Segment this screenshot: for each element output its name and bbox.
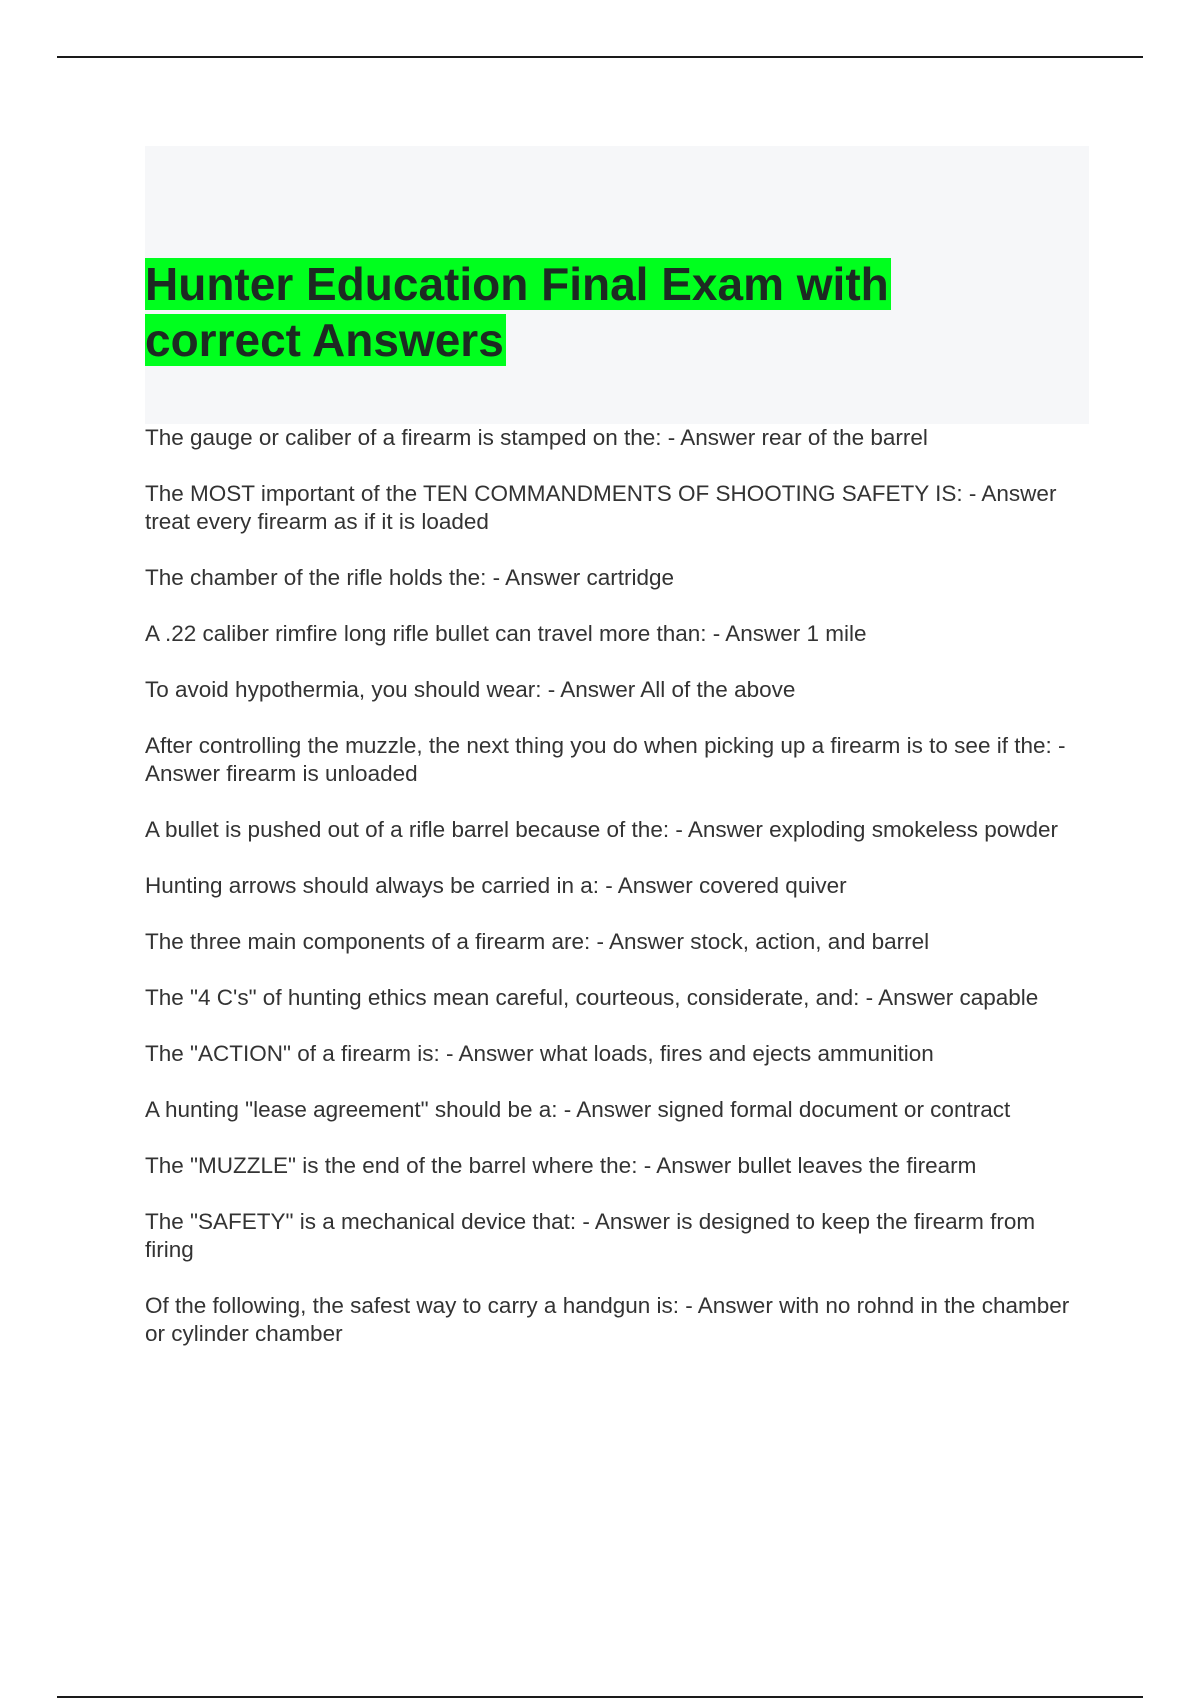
- qa-item-3: The chamber of the rifle holds the: - Answer cartridge: [145, 565, 675, 590]
- title-highlight: Hunter Education Final Exam with correct Answers: [145, 258, 889, 366]
- qa-item-6: After controlling the muzzle, the next thing you do when picking up a firearm is to see if the: - Answer firearm is unloaded: [145, 733, 1066, 786]
- qa-item-4: A .22 caliber rimfire long rifle bullet can travel more than: - Answer 1 mile: [145, 621, 867, 646]
- qa-item-13: The "MUZZLE" is the end of the barrel where the: - Answer bullet leaves the firearm: [145, 1153, 977, 1178]
- top-rule: [57, 56, 1143, 58]
- qa-item-15: Of the following, the safest way to carry a handgun is: - Answer with no rohnd in the chamber or cylinder chamber: [145, 1293, 1070, 1346]
- qa-item-9: The three main components of a firearm are: - Answer stock, action, and barrel: [145, 929, 930, 954]
- qa-item-7: A bullet is pushed out of a rifle barrel because of the: - Answer exploding smokeless powder: [145, 817, 1059, 842]
- bottom-rule: [57, 1696, 1143, 1698]
- question-answer-list: [145, 424, 1090, 1376]
- qa-item-10: The "4 C's" of hunting ethics mean careful, courteous, considerate, and: - Answer capable: [145, 985, 1039, 1010]
- qa-item-14: The "SAFETY" is a mechanical device that: - Answer is designed to keep the firearm from firing: [145, 1209, 1036, 1262]
- qa-item-2: The MOST important of the TEN COMMANDMENTS OF SHOOTING SAFETY IS: - Answer treat every firearm as if it is loaded: [145, 481, 1057, 534]
- document-title: [145, 256, 945, 368]
- qa-item-8: Hunting arrows should always be carried in a: - Answer covered quiver: [145, 873, 847, 898]
- qa-item-1: The gauge or caliber of a firearm is stamped on the: - Answer rear of the barrel: [145, 425, 928, 450]
- qa-item-11: The "ACTION" of a firearm is: - Answer what loads, fires and ejects ammunition: [145, 1041, 934, 1066]
- qa-item-5: To avoid hypothermia, you should wear: - Answer All of the above: [145, 677, 796, 702]
- qa-item-12: A hunting "lease agreement" should be a: - Answer signed formal document or contract: [145, 1097, 1011, 1122]
